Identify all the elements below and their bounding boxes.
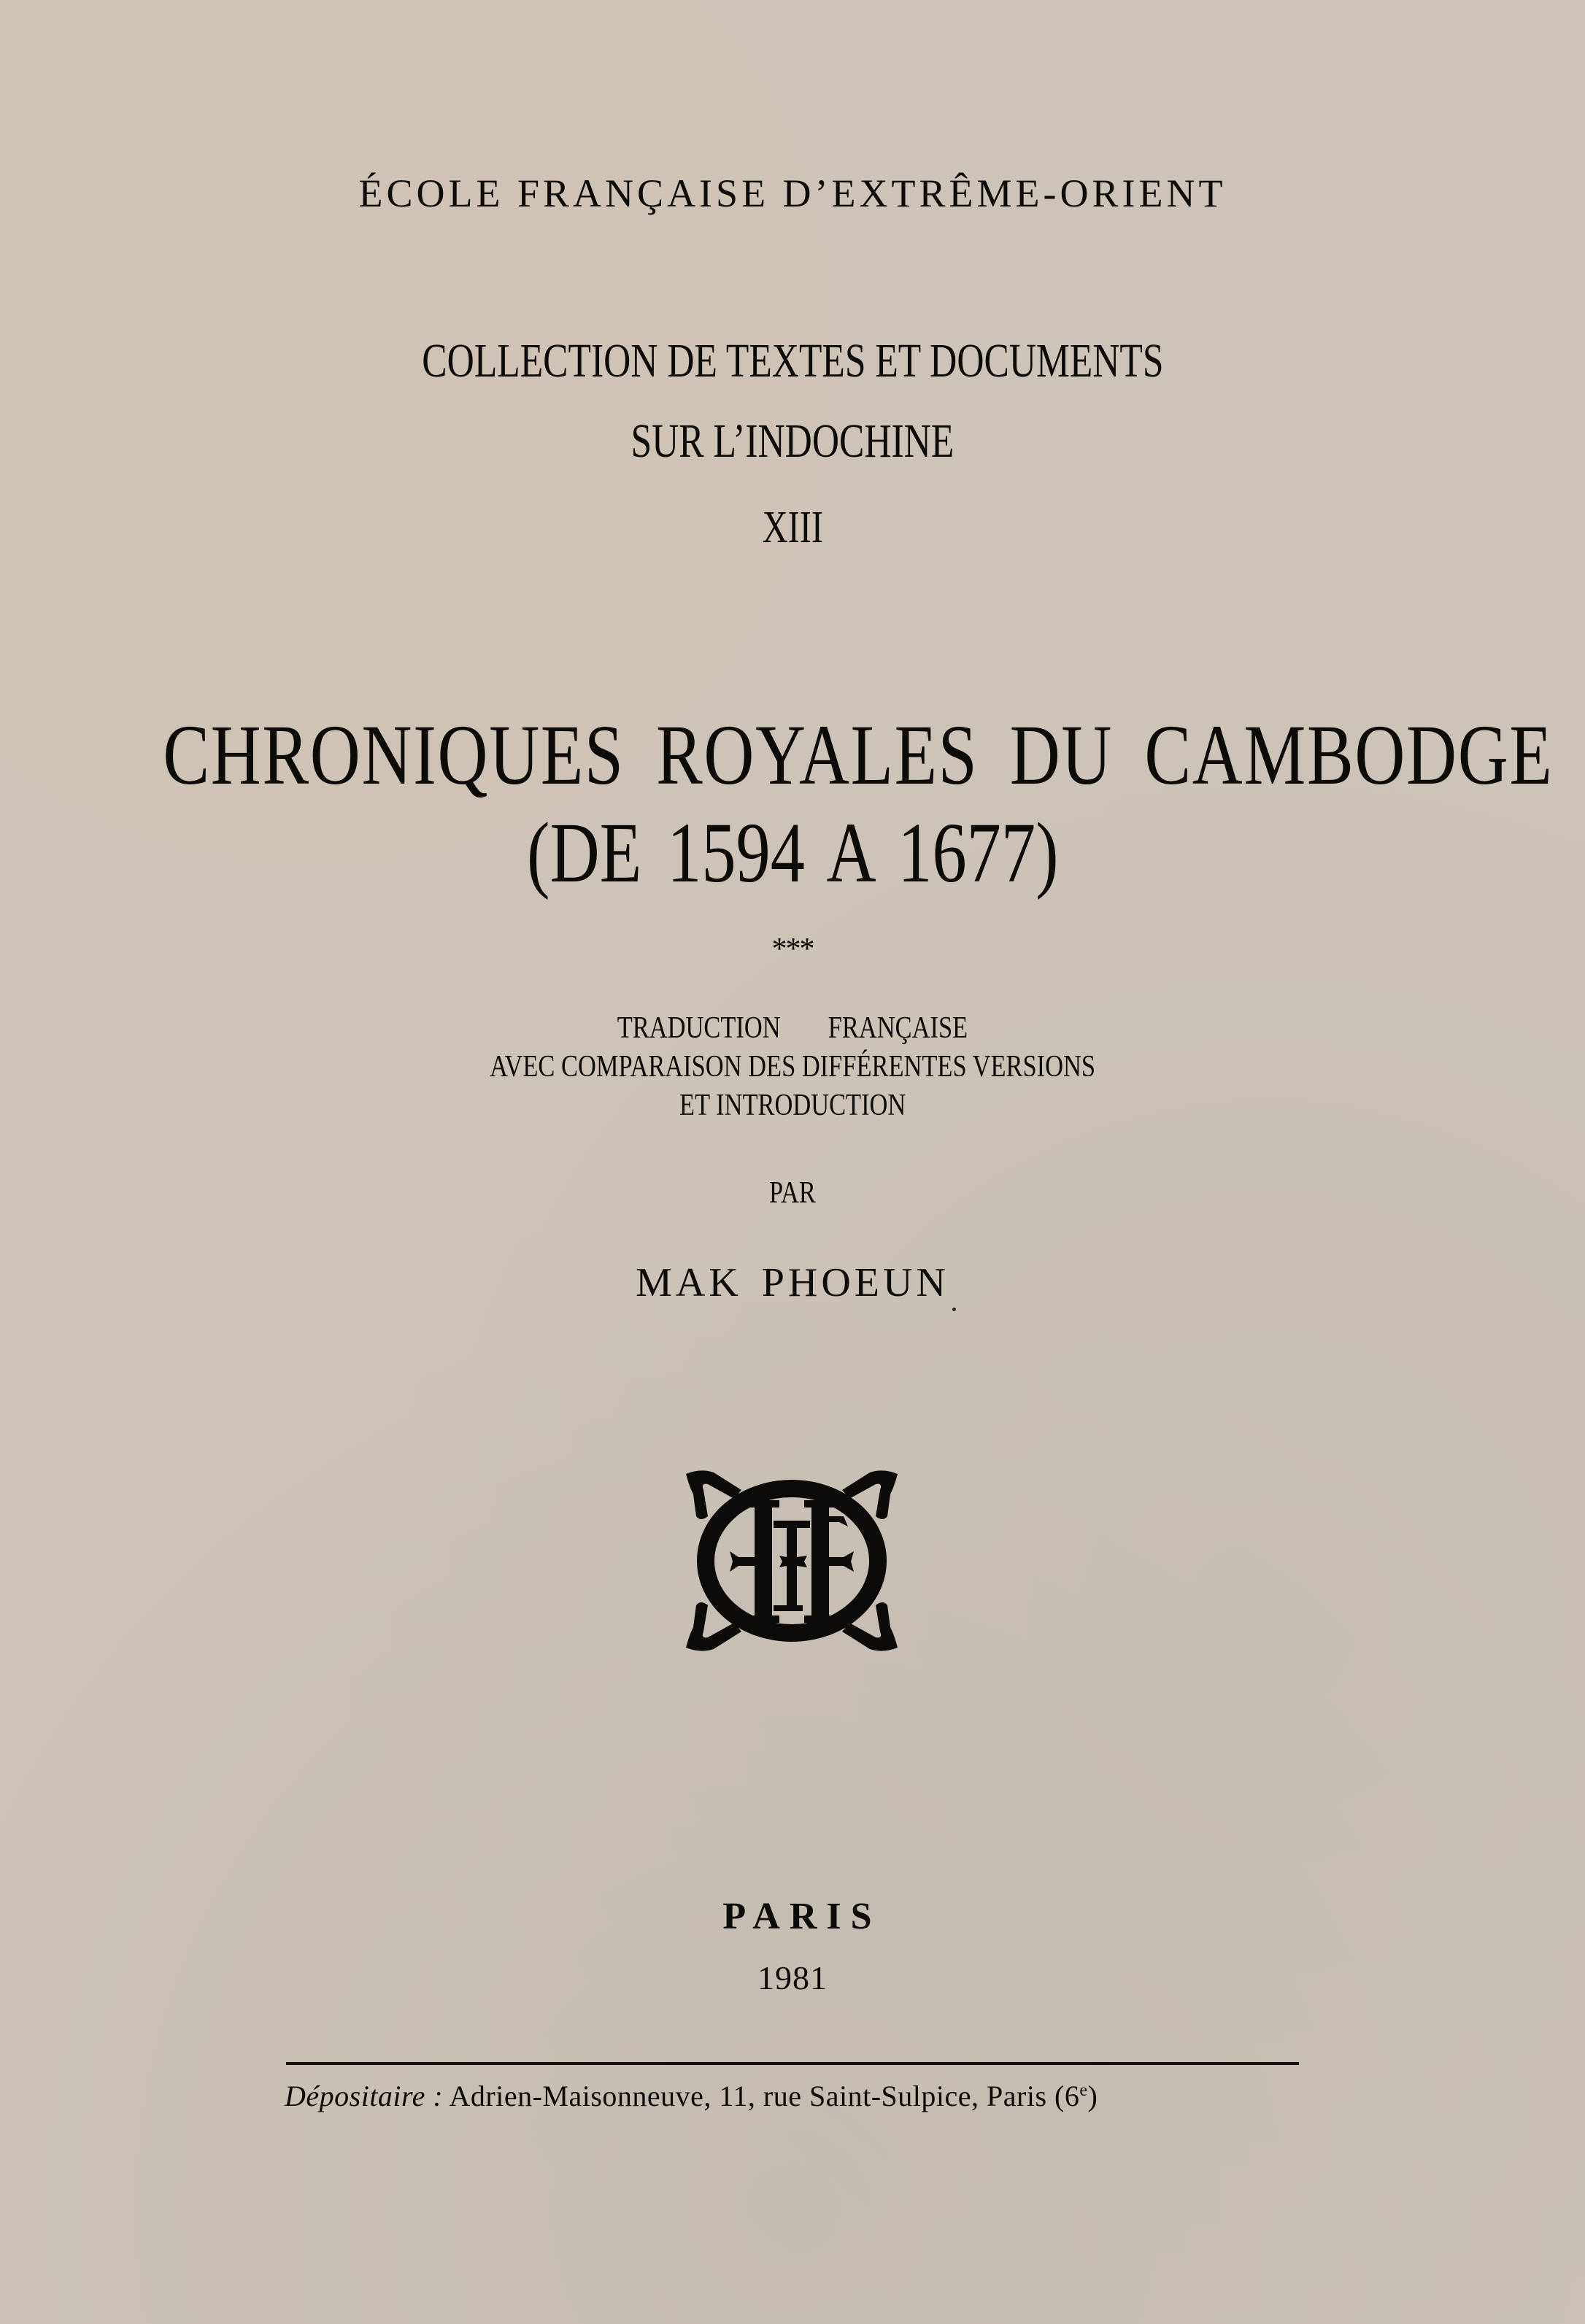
arrondissement-superscript: e: [1079, 2081, 1088, 2100]
series-title-line-1: [0, 334, 1585, 387]
imprint-year: 1981: [757, 1959, 828, 1996]
book-title-line-2: [0, 805, 1585, 900]
imprint-city: PARIS: [722, 1896, 882, 1937]
book-title-text-1: CHRONIQUES ROYALES DU CAMBODGE: [163, 707, 1554, 803]
subtitle-line-1: [0, 1013, 1585, 1043]
byline-par-text: PAR: [769, 1176, 816, 1210]
subtitle-line-3: [0, 1090, 1585, 1121]
subtitle-text-3: ET INTRODUCTION: [679, 1089, 906, 1122]
depositaire-label: Dépositaire :: [285, 2080, 444, 2112]
depositaire-line: [285, 2082, 1303, 2111]
author-name: MAK PHOEUN: [636, 1260, 949, 1305]
publisher-header: ÉCOLE FRANÇAISE D’EXTRÊME-ORIENT: [358, 171, 1227, 215]
subtitle-text-2: AVEC COMPARAISON DES DIFFÉRENTES VERSIONS: [490, 1050, 1095, 1084]
asterism-ornament: ***: [771, 933, 814, 966]
series-title-text-1: COLLECTION DE TEXTES ET DOCUMENTS: [421, 334, 1164, 387]
depositaire-close-paren: ): [1087, 2080, 1098, 2112]
depositaire-address: Adrien-Maisonneuve, 11, rue Saint-Sulpice, Paris (6: [449, 2080, 1080, 2112]
series-title-line-2: [0, 414, 1585, 468]
horizontal-rule: [286, 2062, 1299, 2065]
book-title-text-2: (DE 1594 A 1677): [526, 805, 1059, 900]
series-title-text-2: SUR L’INDOCHINE: [630, 414, 955, 468]
ink-speck: [952, 1308, 956, 1311]
byline-par: [0, 1178, 1585, 1208]
volume-number: [0, 505, 1585, 550]
volume-number-text: XIII: [762, 503, 823, 552]
subtitle-text-1: TRADUCTION FRANÇAISE: [617, 1011, 968, 1045]
efeo-monogram-icon: [679, 1465, 905, 1656]
subtitle-line-2: [0, 1051, 1585, 1082]
book-title-line-1: [0, 707, 1585, 803]
